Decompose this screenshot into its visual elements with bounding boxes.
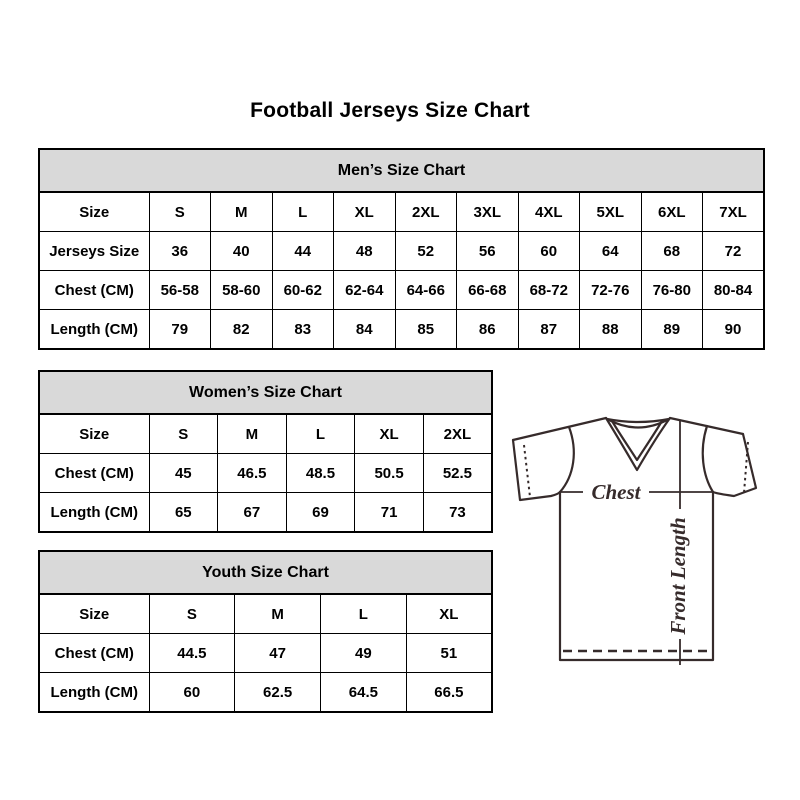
value-cell: 66.5 [406, 673, 492, 713]
value-cell: 60 [518, 232, 580, 271]
value-cell: 88 [580, 310, 642, 350]
value-cell: 73 [423, 493, 492, 533]
womens-size-chart-section [38, 370, 493, 533]
value-cell: M [211, 192, 273, 232]
jersey-body [560, 492, 713, 660]
value-cell: 48.5 [286, 454, 355, 493]
value-cell: 52 [395, 232, 457, 271]
youth-size-chart-section [38, 550, 493, 713]
value-cell: 82 [211, 310, 273, 350]
value-cell: 51 [406, 634, 492, 673]
value-cell: S [149, 192, 211, 232]
value-cell: 56-58 [149, 271, 211, 310]
value-cell: 52.5 [423, 454, 492, 493]
jersey-back-collar-shallow-arc [607, 419, 669, 422]
row-label-cell: Length (CM) [39, 310, 149, 350]
jersey-left-sleeve-seam [560, 427, 574, 492]
value-cell: L [272, 192, 334, 232]
value-cell: 68-72 [518, 271, 580, 310]
value-cell: 90 [703, 310, 765, 350]
jersey-left-sleeve [513, 440, 560, 500]
jersey-outline [513, 418, 756, 660]
value-cell: 49 [321, 634, 407, 673]
jersey-right-sleeve-seam [703, 426, 713, 492]
table-row [39, 414, 492, 454]
value-cell: XL [355, 414, 424, 454]
value-cell: 79 [149, 310, 211, 350]
jersey-left-shoulder [513, 418, 606, 440]
row-label-cell: Chest (CM) [39, 634, 149, 673]
value-cell: 87 [518, 310, 580, 350]
value-cell: 84 [334, 310, 396, 350]
page-title: Football Jerseys Size Chart [250, 99, 530, 122]
table-row [39, 232, 764, 271]
row-label-cell: Size [39, 414, 149, 454]
value-cell: 85 [395, 310, 457, 350]
table-title-row [39, 371, 492, 414]
value-cell: M [235, 594, 321, 634]
left-cuff-dashed-line [524, 445, 530, 497]
value-cell: 80-84 [703, 271, 765, 310]
table-title-row [39, 149, 764, 192]
jersey-measurement-diagram [503, 406, 775, 678]
value-cell: 76-80 [641, 271, 703, 310]
value-cell: 60-62 [272, 271, 334, 310]
table-row [39, 271, 764, 310]
chest-measure-label: Chest [591, 480, 641, 504]
youth-size-table [38, 550, 493, 713]
value-cell: 66-68 [457, 271, 519, 310]
value-cell: 64-66 [395, 271, 457, 310]
value-cell: 44 [272, 232, 334, 271]
value-cell: 2XL [395, 192, 457, 232]
value-cell: 47 [235, 634, 321, 673]
table-row [39, 673, 492, 713]
value-cell: L [286, 414, 355, 454]
table-title-row [39, 551, 492, 594]
table-row [39, 192, 764, 232]
value-cell: 5XL [580, 192, 642, 232]
value-cell: 69 [286, 493, 355, 533]
value-cell: 72 [703, 232, 765, 271]
row-label-cell: Jerseys Size [39, 232, 149, 271]
value-cell: 62-64 [334, 271, 396, 310]
value-cell: 58-60 [211, 271, 273, 310]
mens-size-table [38, 148, 765, 350]
value-cell: 40 [211, 232, 273, 271]
value-cell: 4XL [518, 192, 580, 232]
table-title: Youth Size Chart [39, 551, 492, 594]
value-cell: 72-76 [580, 271, 642, 310]
value-cell: 64.5 [321, 673, 407, 713]
value-cell: S [149, 414, 218, 454]
table-row [39, 454, 492, 493]
front-length-measure-label: Front Length [665, 517, 690, 635]
value-cell: 65 [149, 493, 218, 533]
value-cell: 56 [457, 232, 519, 271]
table-title: Women’s Size Chart [39, 371, 492, 414]
table-row [39, 634, 492, 673]
value-cell: L [321, 594, 407, 634]
jersey-right-sleeve [713, 434, 756, 496]
row-label-cell: Length (CM) [39, 493, 149, 533]
row-label-cell: Chest (CM) [39, 454, 149, 493]
value-cell: 44.5 [149, 634, 235, 673]
row-label-cell: Chest (CM) [39, 271, 149, 310]
value-cell: 64 [580, 232, 642, 271]
value-cell: 2XL [423, 414, 492, 454]
table-row [39, 594, 492, 634]
table-row [39, 310, 764, 350]
mens-size-chart-section [38, 148, 765, 350]
value-cell: 50.5 [355, 454, 424, 493]
value-cell: 45 [149, 454, 218, 493]
table-title: Men’s Size Chart [39, 149, 764, 192]
value-cell: M [218, 414, 287, 454]
value-cell: 46.5 [218, 454, 287, 493]
row-label-cell: Size [39, 594, 149, 634]
value-cell: 83 [272, 310, 334, 350]
value-cell: 36 [149, 232, 211, 271]
value-cell: 48 [334, 232, 396, 271]
row-label-cell: Length (CM) [39, 673, 149, 713]
value-cell: 6XL [641, 192, 703, 232]
table-row [39, 493, 492, 533]
value-cell: 71 [355, 493, 424, 533]
row-label-cell: Size [39, 192, 149, 232]
value-cell: 68 [641, 232, 703, 271]
value-cell: 89 [641, 310, 703, 350]
value-cell: S [149, 594, 235, 634]
value-cell: XL [406, 594, 492, 634]
value-cell: 86 [457, 310, 519, 350]
value-cell: 60 [149, 673, 235, 713]
value-cell: 3XL [457, 192, 519, 232]
value-cell: 62.5 [235, 673, 321, 713]
jersey-illustration-icon [503, 406, 775, 678]
value-cell: 7XL [703, 192, 765, 232]
value-cell: XL [334, 192, 396, 232]
womens-size-table [38, 370, 493, 533]
value-cell: 67 [218, 493, 287, 533]
